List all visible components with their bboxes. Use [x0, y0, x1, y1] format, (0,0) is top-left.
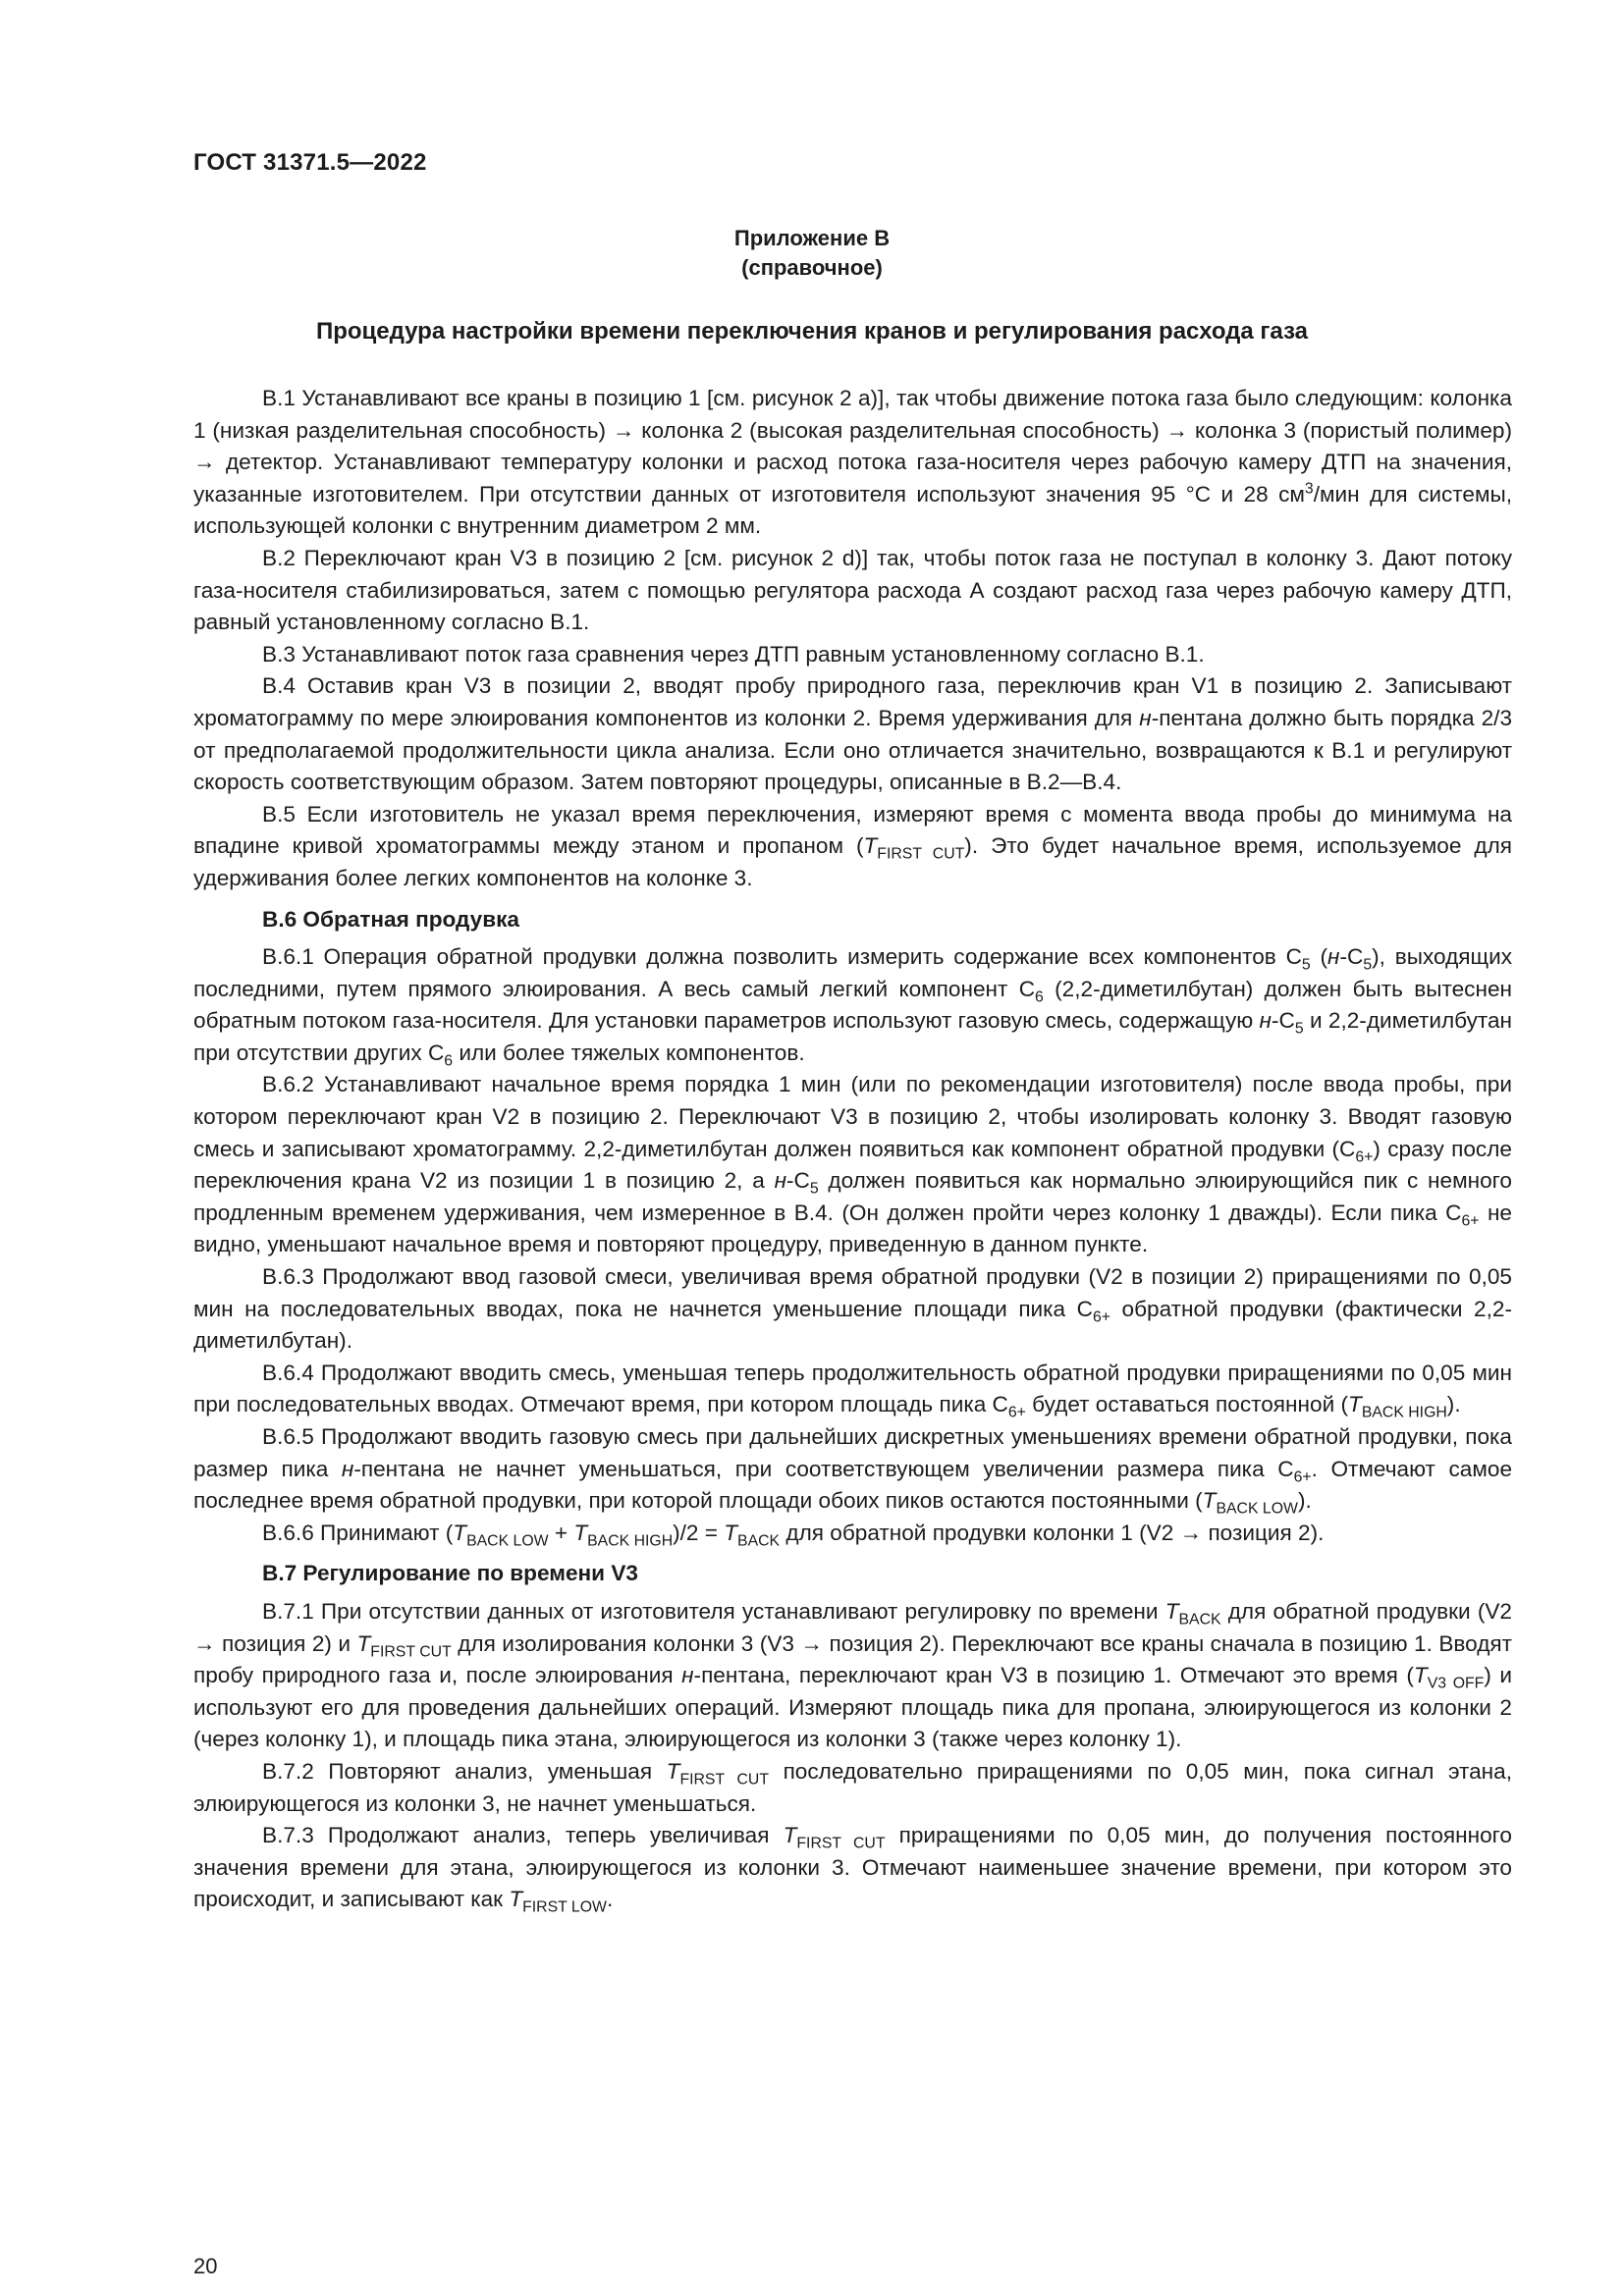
annex-heading [0, 224, 1624, 283]
document-body [193, 383, 1512, 1916]
paragraph-b4: В.4 Оставив кран V3 в позиции 2, вводят пробу природного газа, переключив кран V1 в позицию 2. Записывают хроматограмму по мере элюирования компонентов из колонки 2. Время удерживания для н-пентана должно быть порядка 2/3 от предполагаемой продолжительности цикла анализа. Если оно отличается значительно, возвращаются к В.1 и регулируют скорость соответствующим образом. Затем повторяют процедуры, описанные в В.2—В.4. [193, 673, 1513, 795]
paragraph-b1: В.1 Устанавливают все краны в позицию 1 [см. рисунок 2 а)], так чтобы движение потока газа было следующим: колонка 1 (низкая разделительная способность) → колонка 2 (высокая разделительная способность) → колонка 3 (пористый полимер) → детектор. Устанавливают температуру колонки и расход потока газа-носителя через рабочую камеру ДТП на значения, указанные изготовителем. При отсутствии данных от изготовителя используют значения 95 °С и 28 $см^3$/мин для системы, использующей колонки с внутренним диаметром 2 мм. [193, 386, 1512, 539]
annex-label: Приложение В [733, 226, 891, 250]
paragraph-b7-3: В.7.3 Продолжают анализ, теперь увеличивая $T_{FIRST CUT}$ приращениями по 0,05 мин, до получения постоянного значения времени для этана, элюирующегося из колонки 3. Отмечают наименьшее значение времени, при котором это происходит, и записывают как $T_{FIRST LOW}$. [193, 1823, 1512, 1916]
paragraph-b6-4: В.6.4 Продолжают вводить смесь, уменьшая теперь продолжительность обратной продувки приращениями по 0,05 мин при последовательных вводах. Отмечают время, при котором площадь пика $С_{6+}$ будет оставаться постоянной $(T_{BACK HIGH})$. [193, 1360, 1512, 1421]
paragraph-b7-2: В.7.2 Повторяют анализ, уменьшая $T_{FIRST CUT}$ последовательно приращениями по 0,05 мин, пока сигнал этана, элюирующегося из колонки 3, не начнет уменьшаться. [193, 1758, 1512, 1816]
section-heading-b6: В.6 Обратная продувка [262, 906, 519, 932]
document-code: ГОСТ 31371.5—2022 [193, 149, 427, 176]
paragraph-b6-1: В.6.1 Операция обратной продувки должна позволить измерить содержание всех компонентов $С_5$ $(н-С_5)$, выходящих последними, путем прямого элюирования. А весь самый легкий компонент $С_6$ (2,2-диметилбутан) должен быть вытеснен обратным потоком газа-носителя. Для установки параметров используют газовую смесь, содержащую $н-С_5$ и 2,2-диметилбутан при отсутствии других $С_6$ или более тяжелых компонентов. [193, 944, 1513, 1070]
annex-type: (справочное) [741, 255, 883, 280]
page-number: 20 [193, 2254, 218, 2278]
paragraph-b7-1: В.7.1 При отсутствии данных от изготовителя устанавливают регулировку по времени $T_{BACK}$ для обратной продувки (V2 → позиция 2) и $T_{FIRST CUT}$ для изолирования колонки 3 (V3 → позиция 2). Переключают все краны сначала в позицию 1. Вводят пробу природного газа и, после элюирования н-пентана, переключают кран V3 в позицию 1. Отмечают это время $(T_{V3 OFF})$ и используют его для проведения дальнейших операций. Измеряют площадь пика для пропана, элюирующегося из колонки 2 (через колонку 1), и площадь пика этана, элюирующегося из колонки 3 (также через колонку 1). [193, 1598, 1512, 1752]
paragraph-b3: В.3 Устанавливают поток газа сравнения через ДТП равным установленному согласно В.1. [262, 641, 1205, 667]
paragraph-b6-6: В.6.6 Принимают $(T_{BACK LOW} + T_{BACK HIGH})/2 = T_{BACK}$ для обратной продувки колонки 1 (V2 → позиция 2). [262, 1520, 1325, 1550]
paragraph-b6-5: В.6.5 Продолжают вводить газовую смесь при дальнейших дискретных уменьшениях времени обратной продувки, пока размер пика н-пентана не начнет уменьшаться, при соответствующем увеличении размера пика $С_{6+}$. Отмечают самое последнее время обратной продувки, при которой площади обоих пиков остаются постоянными $(T_{BACK LOW})$. [193, 1424, 1513, 1518]
paragraph-b6-3: В.6.3 Продолжают ввод газовой смеси, увеличивая время обратной продувки (V2 в позиции 2) приращениями по 0,05 мин на последовательных вводах, пока не начнется уменьшение площади пика $С_{6+}$ обратной продувки (фактически 2,2-диметилбутан). [193, 1264, 1512, 1354]
paragraph-b2: В.2 Переключают кран V3 в позицию 2 [см. рисунок 2 d)] так, чтобы поток газа не поступал в колонку 3. Дают потоку газа-носителя стабилизироваться, затем с помощью регулятора расхода А создают расход газа через рабочую камеру ДТП, равный установленному согласно В.1. [193, 545, 1512, 635]
annex-title: Процедура настройки времени переключения кранов и регулирования расхода газа [315, 318, 1309, 345]
section-heading-b7: В.7 Регулирование по времени V3 [262, 1561, 638, 1586]
paragraph-b5: В.5 Если изготовитель не указал время переключения, измеряют время с момента ввода пробы до минимума на впадине кривой хроматограммы между этаном и пропаном $(T_{FIRST CUT})$. Это будет начальное время, используемое для удерживания более легких компонентов на колонке 3. [193, 801, 1512, 890]
paragraph-b6-2: В.6.2 Устанавливают начальное время порядка 1 мин (или по рекомендации изготовителя) после ввода пробы, при котором переключают кран V2 в позицию 2. Переключают V3 в позицию 2, чтобы изолировать колонку 3. Вводят газовую смесь и записывают хроматограмму. 2,2-диметилбутан должен появиться как компонент обратной продувки $(С_{6+})$ сразу после переключения крана V2 из позиции 1 в позицию 2, а $н-С_5$ должен появиться как нормально элюирующийся пик с немного продленным временем удерживания, чем измеренное в В.4. (Он должен пройти через колонку 1 дважды). Если пика $С_{6+}$ не видно, уменьшают начальное время и повторяют процедуру, приведенную в данном пункте. [193, 1072, 1512, 1257]
